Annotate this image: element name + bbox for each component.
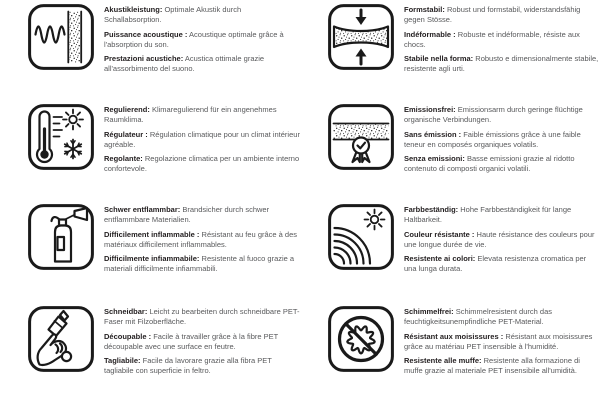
feature-text-it: Resistente al fuoco grazie a materiali difficilmente infiammabili.: [104, 254, 295, 273]
feature-label-it: Regolante:: [104, 154, 143, 163]
feature-label-it: Senza emissioni:: [404, 154, 465, 163]
feature-label-fr: Régulateur :: [104, 129, 148, 139]
feature-text-de: Hohe Farbbeständigkeit für lange Haltbarkeit.: [404, 205, 572, 224]
feature-text-de: Schimmelresistent durch das feuchtigkeitsunempfindliche PET-Material.: [404, 307, 552, 326]
feature-card-emission-free: [300, 104, 600, 204]
feature-label-it: Stabile nella forma:: [404, 54, 474, 63]
feature-text-it: Elevata resistenza cromatica per una lunga durata.: [404, 254, 587, 273]
feature-paragraph-fr: [404, 130, 600, 150]
sound-absorption-icon: [28, 4, 94, 70]
feature-label-fr: Sans émission :: [404, 129, 462, 139]
feature-paragraph-it: [104, 154, 300, 174]
feature-label-de: Farbbeständig:: [404, 205, 459, 214]
feature-text-de: Optimale Akustik durch Schallabsorption.: [104, 5, 242, 24]
feature-card-climate: [0, 104, 300, 204]
feature-paragraph-it: [104, 54, 300, 74]
feature-text-de: Brandsicher durch schwer entflammbare Materialien.: [104, 205, 270, 224]
feature-paragraph-fr: [104, 230, 300, 250]
feature-paragraph-fr: [404, 230, 600, 250]
feature-text-it: Basse emissioni grazie al ridotto contenuto di composti organici volatili.: [404, 154, 575, 173]
feature-paragraph-de: [404, 205, 600, 225]
feature-label-de: Akustikleistung:: [104, 5, 163, 14]
feature-text-it: Resistente alla formazione di muffe grazie al materiale PET insensibile all'umidità.: [404, 356, 580, 375]
feature-label-de: Formstabil:: [404, 5, 445, 14]
feature-paragraph-it: [104, 356, 300, 376]
feature-label-fr: Couleur résistante :: [404, 229, 475, 239]
feature-label-fr: Résistant aux moisissures :: [404, 331, 504, 341]
feature-label-it: Prestazioni acustiche:: [104, 54, 184, 63]
feature-paragraph-de: [404, 5, 600, 25]
feature-label-it: Resistente ai colori:: [404, 254, 476, 263]
feature-label-de: Regulierend:: [104, 105, 150, 114]
feature-label-it: Tagliabile:: [104, 356, 141, 365]
emission-free-certificate-icon: [328, 104, 394, 170]
feature-label-fr: Puissance acoustique :: [104, 29, 188, 39]
feature-paragraph-it: [404, 254, 600, 274]
feature-text-it: Acustica ottimale grazie all'assorbimento del suono.: [104, 54, 265, 73]
feature-text-de: Emissionsarm durch geringe flüchtige organische Verbindungen.: [404, 105, 583, 124]
feature-label-de: Schneidbar:: [104, 307, 148, 316]
feature-text-fr: Robuste et indéformable, résiste aux chocs.: [404, 29, 580, 49]
feature-card-shape-stability: [300, 4, 600, 104]
feature-paragraph-it: [404, 54, 600, 74]
feature-label-de: Schimmelfrei:: [404, 307, 454, 316]
feature-label-de: Schwer entflammbar:: [104, 205, 181, 214]
feature-paragraph-fr: [104, 332, 300, 352]
feature-paragraph-fr: [404, 332, 600, 352]
feature-paragraph-it: [104, 254, 300, 274]
feature-text-de: Klimaregulierend für ein angenehmes Raumklima.: [104, 105, 277, 124]
fire-extinguisher-icon: [28, 204, 94, 270]
feature-paragraph-it: [404, 356, 600, 376]
feature-card-color-fastness: [300, 204, 600, 306]
feature-paragraph-de: [104, 5, 300, 25]
feature-label-fr: Difficilement inflammable :: [104, 229, 200, 239]
feature-text-it: Facile da lavorare grazie alla fibra PET tagliabile con superficie in feltro.: [104, 356, 272, 375]
feature-paragraph-fr: [104, 30, 300, 50]
feature-text-fr: Résistant au feu grâce à des matériaux difficilement inflammables.: [104, 229, 298, 249]
feature-text-fr: Haute résistance des couleurs pour une longue durée de vie.: [404, 229, 595, 249]
feature-text-de: Leicht zu bearbeiten durch schneidbare PET-Faser mit Filzoberfläche.: [104, 307, 300, 326]
rainbow-sun-icon: [328, 204, 394, 270]
feature-paragraph-de: [104, 307, 300, 327]
feature-card-mold-resistant: [300, 306, 600, 400]
feature-paragraph-de: [404, 307, 600, 327]
feature-text-fr: Faible émissions grâce à une faible teneur en composés organiques volatils.: [404, 129, 581, 149]
climate-regulation-icon: [28, 104, 94, 170]
feature-label-it: Resistente alle muffe:: [404, 356, 482, 365]
feature-text-de: Robust und formstabil, widerstandsfähig gegen Stösse.: [404, 5, 581, 24]
feature-paragraph-fr: [104, 130, 300, 150]
feature-label-de: Emissionsfrei:: [404, 105, 456, 114]
feature-label-it: Difficilmente infiammabile:: [104, 254, 200, 263]
feature-card-cuttable: [0, 306, 300, 400]
feature-text-fr: Résistant aux moisissures grâce au matériau PET insensible à l'humidité.: [404, 331, 593, 351]
feature-card-acoustics: [0, 4, 300, 104]
feature-text-fr: Facile à travailler grâce à la fibre PET découpable avec une surface en feutre.: [104, 331, 279, 351]
feature-label-fr: Indéformable :: [404, 29, 456, 39]
feature-text-fr: Acoustique optimale grâce à l'absorption du son.: [104, 29, 284, 49]
no-mold-icon: [328, 306, 394, 372]
feature-text-fr: Régulation climatique pour un climat intérieur agréable.: [104, 129, 300, 149]
hand-with-cutter-icon: [28, 306, 94, 372]
feature-paragraph-it: [404, 154, 600, 174]
feature-text-it: Robusto e dimensionalmente stabile, resistente agli urti.: [404, 54, 599, 73]
feature-paragraph-de: [404, 105, 600, 125]
feature-text-it: Regolazione climatica per un ambiente interno confortevole.: [104, 154, 300, 173]
feature-label-fr: Découpable :: [104, 331, 152, 341]
feature-paragraph-de: [104, 105, 300, 125]
feature-card-flame-retardant: [0, 204, 300, 306]
feature-paragraph-de: [104, 205, 300, 225]
shape-stability-icon: [328, 4, 394, 70]
feature-paragraph-fr: [404, 30, 600, 50]
